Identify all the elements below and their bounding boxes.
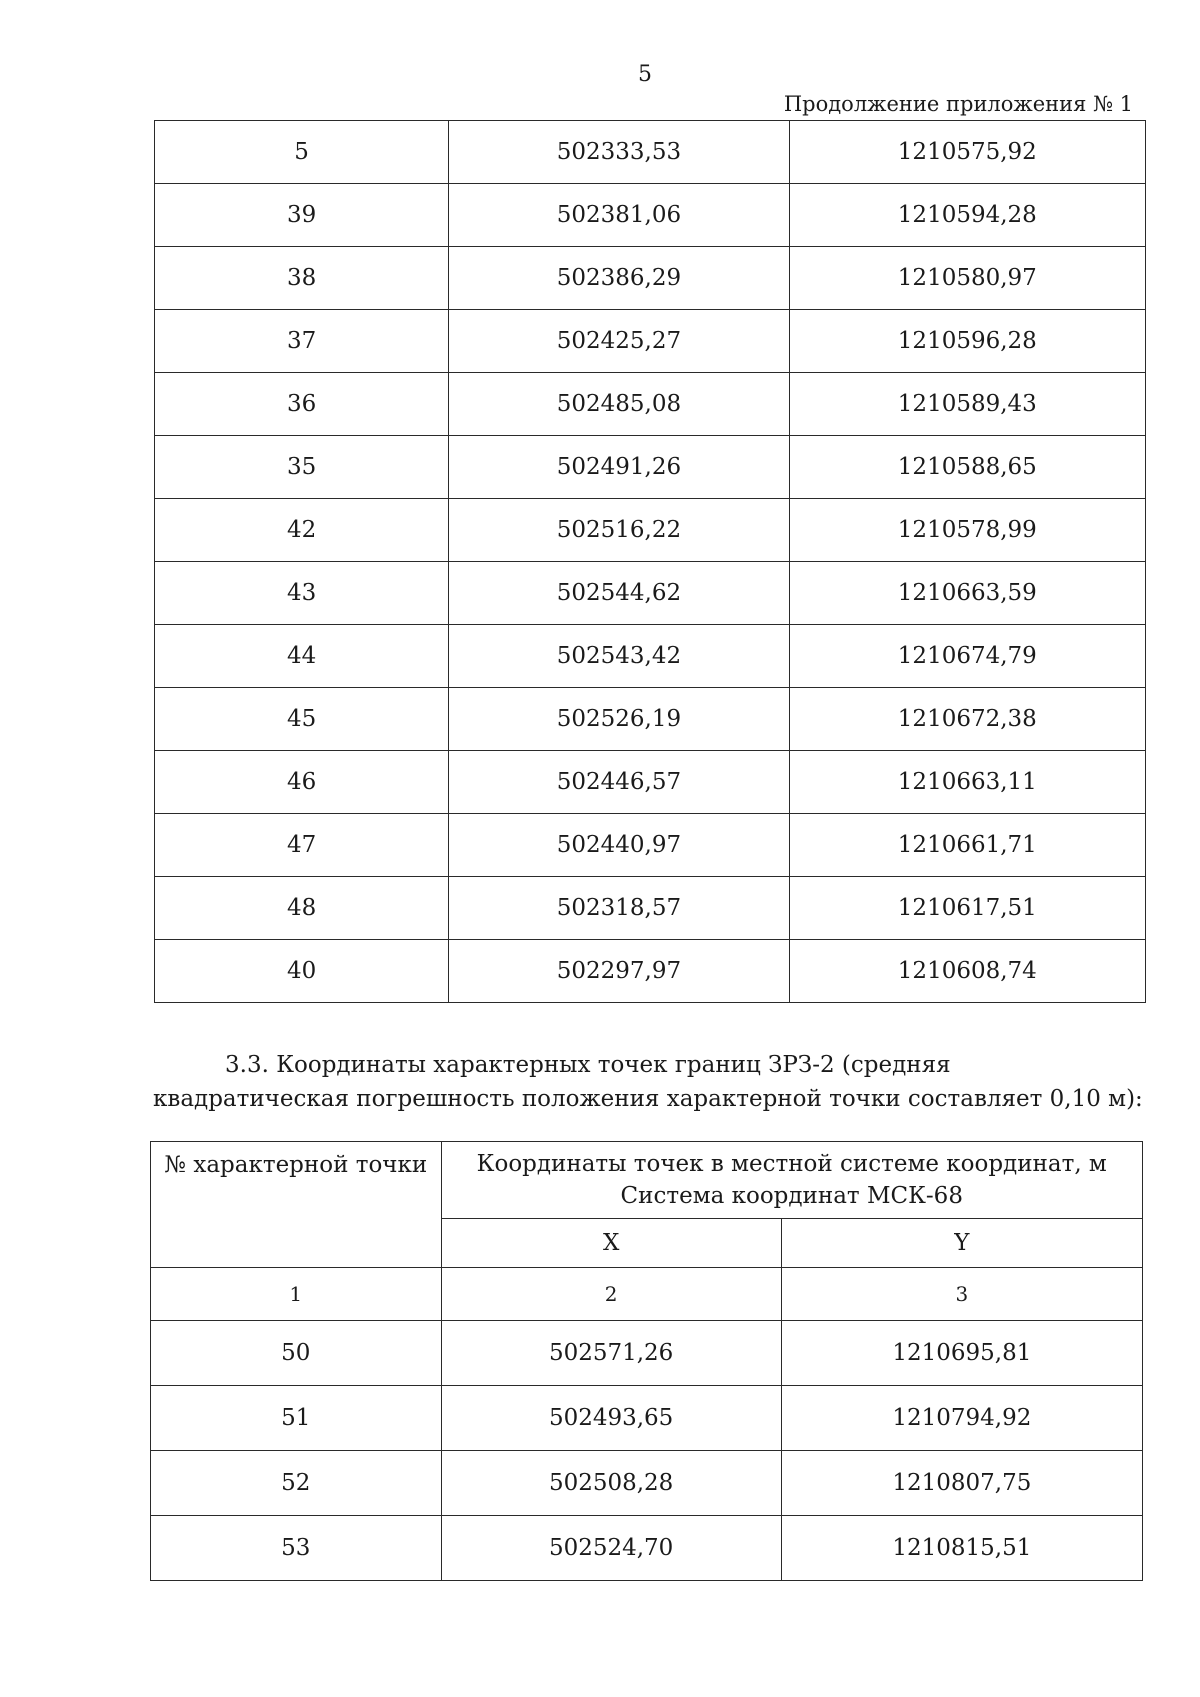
table-row [155,499,1146,562]
x-coordinate-cell: 502333,53 [449,121,789,184]
y-coordinate-cell: 1210663,59 [789,562,1145,625]
header-y: Y [781,1219,1142,1268]
page-number: 5 [638,62,652,87]
table-row [155,688,1146,751]
y-coordinate-cell: 1210663,11 [789,751,1145,814]
coordinates-table-zrz2 [150,1141,1143,1581]
table-body [151,1142,1143,1581]
table-row [155,310,1146,373]
point-number-cell: 36 [155,373,449,436]
point-number-cell: 35 [155,436,449,499]
header-coordinates-line1: Координаты точек в местной системе координат, м [476,1151,1107,1177]
y-coordinate-cell: 1210580,97 [789,247,1145,310]
table-row [155,877,1146,940]
point-number-cell: 44 [155,625,449,688]
x-coordinate-cell: 502491,26 [449,436,789,499]
table-row [151,1321,1143,1386]
y-coordinate-cell: 1210608,74 [789,940,1145,1003]
x-coordinate-cell: 502508,28 [441,1451,781,1516]
table-row [155,121,1146,184]
table-row [155,373,1146,436]
x-coordinate-cell: 502485,08 [449,373,789,436]
table-row [155,625,1146,688]
table-row [155,814,1146,877]
point-number-cell: 51 [151,1386,442,1451]
x-coordinate-cell: 502318,57 [449,877,789,940]
x-coordinate-cell: 502524,70 [441,1516,781,1581]
x-coordinate-cell: 502297,97 [449,940,789,1003]
header-coordinates-line2: Система координат МСК-68 [620,1183,963,1209]
point-number-cell: 52 [151,1451,442,1516]
x-coordinate-cell: 502571,26 [441,1321,781,1386]
y-coordinate-cell: 1210578,99 [789,499,1145,562]
y-coordinate-cell: 1210672,38 [789,688,1145,751]
point-number-cell: 47 [155,814,449,877]
y-coordinate-cell: 1210807,75 [781,1451,1142,1516]
x-coordinate-cell: 502425,27 [449,310,789,373]
table-row [155,940,1146,1003]
x-coordinate-cell: 502446,57 [449,751,789,814]
coordinates-table-continued [154,120,1146,1003]
table-body [155,121,1146,1003]
point-number-cell: 38 [155,247,449,310]
header-point-number: № характерной точки [151,1142,442,1268]
header-coordinates [441,1142,1142,1219]
x-coordinate-cell: 502381,06 [449,184,789,247]
y-coordinate-cell: 1210575,92 [789,121,1145,184]
point-number-cell: 50 [151,1321,442,1386]
y-coordinate-cell: 1210661,71 [789,814,1145,877]
y-coordinate-cell: 1210815,51 [781,1516,1142,1581]
y-coordinate-cell: 1210589,43 [789,373,1145,436]
y-coordinate-cell: 1210594,28 [789,184,1145,247]
table-row [155,247,1146,310]
column-number: 3 [781,1268,1142,1321]
table-row [155,751,1146,814]
table-row [155,436,1146,499]
appendix-note: Продолжение приложения № 1 [783,92,1133,116]
x-coordinate-cell: 502526,19 [449,688,789,751]
y-coordinate-cell: 1210588,65 [789,436,1145,499]
table-row [151,1451,1143,1516]
header-row [151,1142,1143,1219]
point-number-cell: 42 [155,499,449,562]
x-coordinate-cell: 502493,65 [441,1386,781,1451]
column-number-row [151,1268,1143,1321]
y-coordinate-cell: 1210794,92 [781,1386,1142,1451]
x-coordinate-cell: 502544,62 [449,562,789,625]
x-coordinate-cell: 502440,97 [449,814,789,877]
point-number-cell: 48 [155,877,449,940]
column-number: 2 [441,1268,781,1321]
header-x: X [441,1219,781,1268]
point-number-cell: 45 [155,688,449,751]
section-paragraph [153,1048,1148,1116]
point-number-cell: 37 [155,310,449,373]
point-number-cell: 5 [155,121,449,184]
point-number-cell: 39 [155,184,449,247]
x-coordinate-cell: 502516,22 [449,499,789,562]
section-text: 3.3. Координаты характерных точек границ ЗРЗ-2 (средняя квадратическая погрешность положения характерной точки составляет 0,10 м): [153,1052,1143,1112]
table-row [151,1386,1143,1451]
point-number-cell: 53 [151,1516,442,1581]
point-number-cell: 43 [155,562,449,625]
y-coordinate-cell: 1210674,79 [789,625,1145,688]
table-row [151,1516,1143,1581]
y-coordinate-cell: 1210617,51 [789,877,1145,940]
x-coordinate-cell: 502543,42 [449,625,789,688]
table-row [155,184,1146,247]
column-number: 1 [151,1268,442,1321]
point-number-cell: 46 [155,751,449,814]
y-coordinate-cell: 1210596,28 [789,310,1145,373]
x-coordinate-cell: 502386,29 [449,247,789,310]
point-number-cell: 40 [155,940,449,1003]
table-row [155,562,1146,625]
y-coordinate-cell: 1210695,81 [781,1321,1142,1386]
